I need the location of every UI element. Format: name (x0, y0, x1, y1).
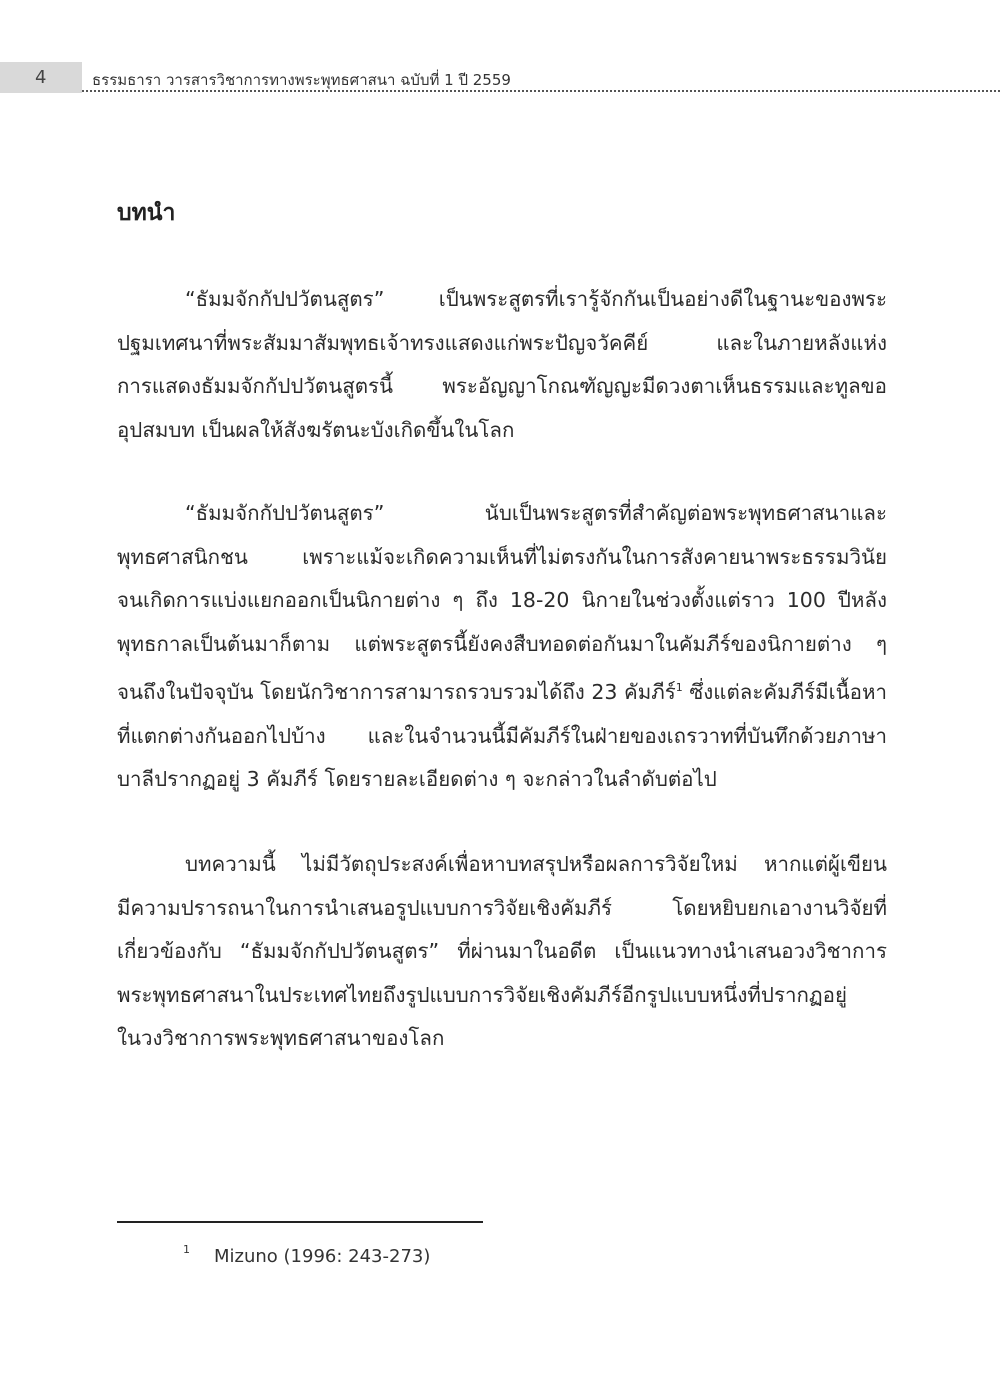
page-number-box (0, 62, 82, 93)
footnote-rule (117, 1221, 483, 1223)
header-dotted-rule (82, 90, 1000, 92)
paragraph-line-with-footnote (117, 666, 887, 715)
footnote-text: Mizuno (1996: 243-273) (214, 1246, 431, 1267)
paragraph-1 (117, 278, 887, 452)
paragraph-line: มีความปรารถนาในการนำเสนอรูปแบบการวิจัยเชิงคัมภีร์ โดยหยิบยกเอางานวิจัยที่ (117, 895, 887, 920)
footnote (183, 1243, 431, 1267)
page-header (0, 62, 1000, 94)
paragraph-line: เกี่ยวข้องกับ “ธัมมจักกัปปวัตนสูตร” ที่ผ่านมาในอดีต เป็นแนวทางนำเสนอวงวิชาการ (117, 939, 887, 963)
paragraph-3 (117, 843, 887, 1061)
section-title: บทนำ (117, 200, 176, 226)
footnote-reference[interactable]: 1 (675, 681, 683, 694)
footnote-marker: 1 (183, 1243, 190, 1256)
paragraph-line: จนเกิดการแบ่งแยกออกเป็นนิกายต่าง ๆ ถึง 18-20 นิกายในช่วงตั้งแต่ราว 100 ปีหลัง (117, 588, 887, 612)
paragraph-line: พระพุทธศาสนาในประเทศไทยถึงรูปแบบการวิจัยเชิงคัมภีร์อีกรูปแบบหนึ่งที่ปรากฏอยู่ (117, 982, 847, 1007)
paragraph-line: การแสดงธัมมจักกัปปวัตนสูตรนี้ พระอัญญาโกณฑัญญะมีดวงตาเห็นธรรมและทูลขอ (117, 374, 887, 398)
paragraph-line: ปฐมเทศนาที่พระสัมมาสัมพุทธเจ้าทรงแสดงแก่พระปัญจวัคคีย์ และในภายหลังแห่ง (117, 330, 887, 355)
paragraph-line: “ธัมมจักกัปปวัตนสูตร” นับเป็นพระสูตรที่สำคัญต่อพระพุทธศาสนาและ (185, 501, 887, 525)
paragraph-line: บทความนี้ ไม่มีวัตถุประสงค์เพื่อหาบทสรุปหรือผลการวิจัยใหม่ หากแต่ผู้เขียน (185, 852, 887, 876)
paragraph-line-text: จนถึงในปัจจุบัน โดยนักวิชาการสามารถรวบรวมได้ถึง 23 คัมภีร์ (117, 680, 676, 704)
paragraph-line-continuation: ซึ่งแต่ละคัมภีร์มีเนื้อหา (682, 680, 887, 704)
paragraph-line: อุปสมบท เป็นผลให้สังฆรัตนะบังเกิดขึ้นในโลก (117, 417, 515, 442)
paragraph-line: ที่แตกต่างกันออกไปบ้าง และในจำนวนนี้มีคัมภีร์ในฝ่ายของเถรวาทที่บันทึกด้วยภาษา (117, 723, 887, 748)
paragraph-line: “ธัมมจักกัปปวัตนสูตร” เป็นพระสูตรที่เรารู้จักกันเป็นอย่างดีในฐานะของพระ (185, 287, 887, 311)
running-head: ธรรมธารา วารสารวิชาการทางพระพุทธศาสนา ฉบับที่ 1 ปี 2559 (92, 71, 511, 89)
paragraph-line: บาลีปรากฏอยู่ 3 คัมภีร์ โดยรายละเอียดต่าง ๆ จะกล่าวในลำดับต่อไป (117, 767, 717, 791)
paragraph-line: พุทธกาลเป็นต้นมาก็ตาม แต่พระสูตรนี้ยังคงสืบทอดต่อกันมาในคัมภีร์ของนิกายต่าง ๆ (117, 631, 887, 656)
paragraph-2 (117, 492, 887, 802)
paragraph-line: ในวงวิชาการพระพุทธศาสนาของโลก (117, 1026, 445, 1050)
page-number: 4 (35, 67, 47, 88)
paragraph-line: พุทธศาสนิกชน เพราะแม้จะเกิดความเห็นที่ไม่ตรงกันในการสังคายนาพระธรรมวินัย (117, 544, 887, 569)
